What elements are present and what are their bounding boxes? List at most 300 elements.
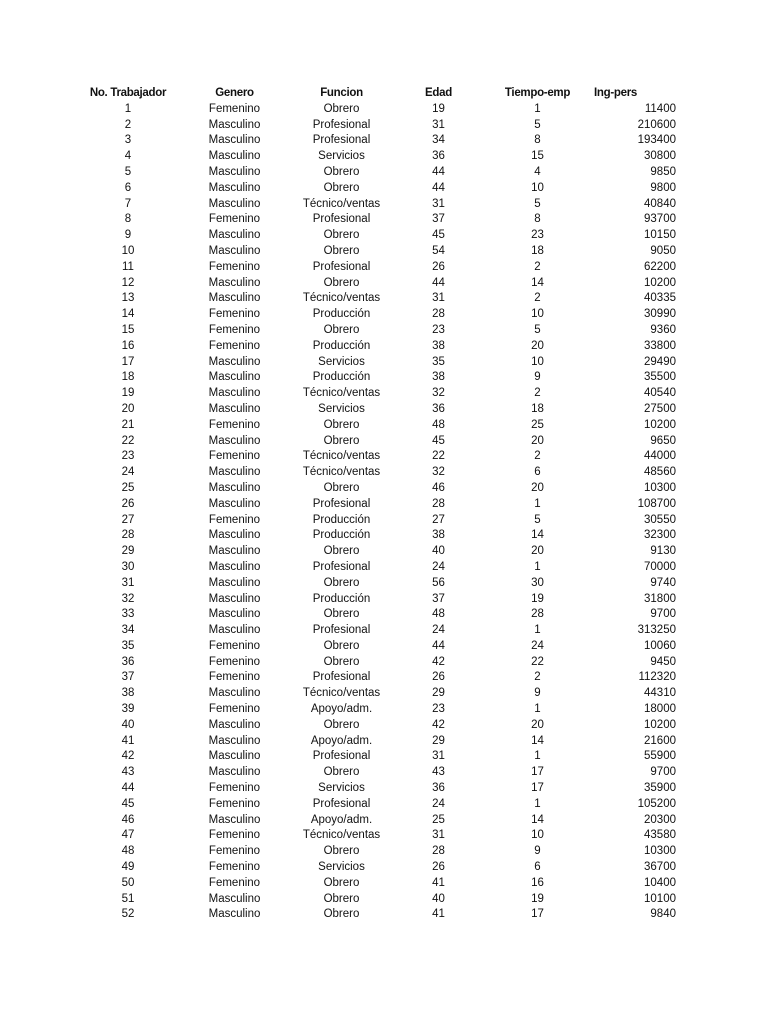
cell-funcion: Servicios	[318, 402, 365, 415]
cell-edad: 24	[432, 560, 445, 573]
cell-no-trabajador: 51	[121, 892, 135, 905]
cell-tiempo-emp: 17	[531, 766, 544, 779]
cell-edad: 38	[432, 339, 445, 352]
cell-tiempo-emp: 10	[531, 308, 544, 321]
cell-edad: 37	[432, 592, 445, 605]
cell-no-trabajador: 4	[124, 150, 132, 163]
cell-tiempo-emp: 24	[531, 639, 544, 652]
table-row	[80, 560, 690, 576]
table-row	[80, 307, 690, 323]
cell-edad: 32	[432, 466, 445, 479]
cell-genero: Femenino	[208, 513, 261, 526]
cell-funcion: Obrero	[323, 655, 360, 668]
cell-funcion: Obrero	[323, 545, 360, 558]
cell-genero: Masculino	[208, 624, 261, 637]
cell-funcion: Técnico/ventas	[302, 450, 381, 463]
cell-tiempo-emp: 1	[534, 497, 541, 510]
table-row	[80, 623, 690, 639]
cell-ing-pers: 35900	[644, 782, 676, 795]
cell-genero: Femenino	[208, 639, 261, 652]
cell-funcion: Servicios	[318, 782, 365, 795]
table-row	[80, 402, 690, 418]
cell-funcion: Apoyo/adm.	[310, 813, 373, 826]
cell-edad: 38	[432, 529, 445, 542]
cell-genero: Masculino	[208, 529, 261, 542]
cell-genero: Femenino	[208, 782, 261, 795]
cell-ing-pers: 93700	[644, 213, 676, 226]
cell-genero: Masculino	[208, 592, 261, 605]
cell-genero: Femenino	[208, 671, 261, 684]
cell-ing-pers: 10060	[644, 639, 676, 652]
table-row	[80, 102, 690, 118]
cell-funcion: Obrero	[323, 181, 360, 194]
cell-funcion: Obrero	[323, 639, 360, 652]
cell-funcion: Obrero	[323, 608, 360, 621]
table-row	[80, 718, 690, 734]
cell-tiempo-emp: 6	[534, 861, 541, 874]
cell-genero: Masculino	[208, 150, 261, 163]
cell-genero: Femenino	[208, 861, 261, 874]
cell-edad: 24	[432, 624, 445, 637]
cell-ing-pers: 29490	[644, 355, 676, 368]
cell-edad: 28	[432, 497, 445, 510]
table-row	[80, 149, 690, 165]
table-row	[80, 892, 690, 908]
cell-funcion: Técnico/ventas	[302, 292, 381, 305]
cell-tiempo-emp: 1	[534, 560, 541, 573]
header-ing-pers: Ing-pers	[594, 87, 637, 99]
cell-tiempo-emp: 8	[534, 134, 541, 147]
cell-no-trabajador: 31	[121, 576, 135, 589]
cell-tiempo-emp: 22	[531, 655, 544, 668]
cell-edad: 31	[432, 829, 445, 842]
cell-ing-pers: 55900	[644, 750, 676, 763]
table-row	[80, 386, 690, 402]
cell-funcion: Obrero	[323, 323, 360, 336]
cell-ing-pers: 9130	[650, 545, 676, 558]
cell-funcion: Producción	[312, 529, 371, 542]
cell-tiempo-emp: 28	[531, 608, 544, 621]
cell-ing-pers: 9650	[650, 434, 676, 447]
cell-edad: 40	[432, 892, 445, 905]
cell-tiempo-emp: 1	[534, 102, 541, 115]
cell-no-trabajador: 34	[121, 624, 135, 637]
cell-funcion: Producción	[312, 308, 371, 321]
table-row	[80, 434, 690, 450]
cell-tiempo-emp: 20	[531, 718, 544, 731]
table-row	[80, 670, 690, 686]
cell-ing-pers: 40335	[644, 292, 676, 305]
cell-no-trabajador: 49	[121, 861, 135, 874]
cell-genero: Masculino	[208, 497, 261, 510]
cell-funcion: Técnico/ventas	[302, 387, 381, 400]
cell-genero: Femenino	[208, 213, 261, 226]
table-row	[80, 655, 690, 671]
cell-tiempo-emp: 2	[534, 260, 541, 273]
table-row	[80, 828, 690, 844]
cell-ing-pers: 10300	[644, 481, 676, 494]
cell-tiempo-emp: 2	[534, 450, 541, 463]
cell-genero: Femenino	[208, 703, 261, 716]
cell-edad: 44	[432, 181, 445, 194]
cell-funcion: Servicios	[318, 861, 365, 874]
cell-no-trabajador: 17	[121, 355, 135, 368]
cell-edad: 24	[432, 797, 445, 810]
table-row	[80, 734, 690, 750]
header-funcion: Funcion	[320, 87, 363, 99]
table-row	[80, 797, 690, 813]
cell-ing-pers: 30990	[644, 308, 676, 321]
table-row	[80, 860, 690, 876]
cell-edad: 27	[432, 513, 445, 526]
cell-no-trabajador: 12	[121, 276, 135, 289]
cell-ing-pers: 11400	[644, 102, 676, 115]
cell-tiempo-emp: 20	[531, 339, 544, 352]
cell-tiempo-emp: 25	[531, 418, 544, 431]
table-row	[80, 165, 690, 181]
cell-edad: 41	[432, 876, 445, 889]
cell-genero: Femenino	[208, 418, 261, 431]
cell-tiempo-emp: 9	[534, 371, 541, 384]
cell-no-trabajador: 14	[121, 308, 135, 321]
cell-edad: 29	[432, 687, 445, 700]
cell-no-trabajador: 26	[121, 497, 135, 510]
cell-funcion: Servicios	[318, 355, 365, 368]
cell-edad: 23	[432, 323, 445, 336]
cell-no-trabajador: 35	[121, 639, 135, 652]
cell-edad: 31	[432, 750, 445, 763]
cell-edad: 41	[432, 908, 445, 921]
cell-no-trabajador: 20	[121, 402, 135, 415]
cell-funcion: Obrero	[323, 276, 360, 289]
cell-genero: Masculino	[208, 576, 261, 589]
cell-ing-pers: 48560	[644, 466, 676, 479]
table-row	[80, 244, 690, 260]
cell-genero: Masculino	[208, 244, 261, 257]
cell-edad: 48	[432, 608, 445, 621]
cell-funcion: Servicios	[318, 150, 365, 163]
cell-ing-pers: 108700	[637, 497, 676, 510]
cell-no-trabajador: 5	[124, 165, 132, 178]
table-row	[80, 749, 690, 765]
cell-tiempo-emp: 1	[534, 624, 541, 637]
table-row	[80, 513, 690, 529]
cell-genero: Masculino	[208, 371, 261, 384]
cell-funcion: Obrero	[323, 892, 360, 905]
cell-genero: Femenino	[208, 845, 261, 858]
cell-funcion: Profesional	[312, 797, 371, 810]
cell-genero: Masculino	[208, 545, 261, 558]
cell-edad: 42	[432, 655, 445, 668]
table-row	[80, 765, 690, 781]
cell-edad: 36	[432, 150, 445, 163]
cell-ing-pers: 9450	[650, 655, 676, 668]
cell-edad: 23	[432, 703, 445, 716]
cell-funcion: Profesional	[312, 118, 371, 131]
table-header	[80, 86, 690, 102]
cell-edad: 31	[432, 118, 445, 131]
table-row	[80, 702, 690, 718]
cell-no-trabajador: 45	[121, 797, 135, 810]
cell-ing-pers: 10400	[644, 876, 676, 889]
cell-no-trabajador: 23	[121, 450, 135, 463]
table-row	[80, 355, 690, 371]
cell-ing-pers: 9850	[650, 165, 676, 178]
cell-genero: Femenino	[208, 655, 261, 668]
cell-no-trabajador: 41	[121, 734, 135, 747]
cell-no-trabajador: 16	[121, 339, 135, 352]
cell-edad: 48	[432, 418, 445, 431]
cell-ing-pers: 10300	[644, 845, 676, 858]
cell-ing-pers: 193400	[637, 134, 676, 147]
cell-ing-pers: 9050	[650, 244, 676, 257]
cell-ing-pers: 18000	[644, 703, 676, 716]
cell-ing-pers: 30550	[644, 513, 676, 526]
cell-ing-pers: 33800	[644, 339, 676, 352]
cell-genero: Masculino	[208, 165, 261, 178]
table-row	[80, 118, 690, 134]
cell-edad: 38	[432, 371, 445, 384]
cell-genero: Femenino	[208, 797, 261, 810]
cell-edad: 40	[432, 545, 445, 558]
table-row	[80, 592, 690, 608]
table-row	[80, 781, 690, 797]
table-row	[80, 260, 690, 276]
cell-tiempo-emp: 5	[534, 118, 541, 131]
cell-no-trabajador: 24	[121, 466, 135, 479]
cell-no-trabajador: 10	[121, 244, 135, 257]
table-row	[80, 228, 690, 244]
cell-genero: Femenino	[208, 450, 261, 463]
cell-no-trabajador: 18	[121, 371, 135, 384]
cell-no-trabajador: 30	[121, 560, 135, 573]
cell-funcion: Apoyo/adm.	[310, 734, 373, 747]
cell-funcion: Profesional	[312, 624, 371, 637]
cell-edad: 19	[432, 102, 445, 115]
cell-tiempo-emp: 5	[534, 323, 541, 336]
cell-funcion: Obrero	[323, 908, 360, 921]
cell-tiempo-emp: 1	[534, 750, 541, 763]
cell-no-trabajador: 7	[124, 197, 132, 210]
cell-funcion: Profesional	[312, 260, 371, 273]
cell-funcion: Profesional	[312, 750, 371, 763]
cell-ing-pers: 30800	[644, 150, 676, 163]
table-row	[80, 339, 690, 355]
cell-no-trabajador: 40	[121, 718, 135, 731]
cell-no-trabajador: 25	[121, 481, 135, 494]
cell-funcion: Obrero	[323, 418, 360, 431]
cell-tiempo-emp: 14	[531, 813, 544, 826]
cell-ing-pers: 9700	[650, 608, 676, 621]
cell-funcion: Profesional	[312, 560, 371, 573]
cell-genero: Femenino	[208, 102, 261, 115]
cell-no-trabajador: 3	[124, 134, 132, 147]
cell-genero: Masculino	[208, 908, 261, 921]
cell-tiempo-emp: 2	[534, 671, 541, 684]
cell-ing-pers: 36700	[644, 861, 676, 874]
cell-tiempo-emp: 18	[531, 402, 544, 415]
cell-tiempo-emp: 2	[534, 387, 541, 400]
cell-edad: 44	[432, 276, 445, 289]
cell-tiempo-emp: 5	[534, 513, 541, 526]
cell-ing-pers: 40540	[644, 387, 676, 400]
cell-no-trabajador: 28	[121, 529, 135, 542]
table-row	[80, 323, 690, 339]
cell-edad: 26	[432, 260, 445, 273]
cell-tiempo-emp: 14	[531, 276, 544, 289]
cell-genero: Femenino	[208, 339, 261, 352]
cell-tiempo-emp: 17	[531, 782, 544, 795]
cell-tiempo-emp: 18	[531, 244, 544, 257]
table-row	[80, 133, 690, 149]
cell-genero: Masculino	[208, 608, 261, 621]
cell-genero: Masculino	[208, 355, 261, 368]
header-edad: Edad	[425, 87, 452, 99]
cell-ing-pers: 10150	[644, 229, 676, 242]
cell-ing-pers: 40840	[644, 197, 676, 210]
cell-no-trabajador: 29	[121, 545, 135, 558]
cell-tiempo-emp: 1	[534, 703, 541, 716]
cell-tiempo-emp: 1	[534, 797, 541, 810]
table-row	[80, 876, 690, 892]
table-row	[80, 418, 690, 434]
cell-edad: 25	[432, 813, 445, 826]
cell-tiempo-emp: 20	[531, 545, 544, 558]
cell-funcion: Técnico/ventas	[302, 829, 381, 842]
cell-edad: 29	[432, 734, 445, 747]
cell-funcion: Obrero	[323, 229, 360, 242]
cell-tiempo-emp: 16	[531, 876, 544, 889]
cell-edad: 31	[432, 197, 445, 210]
cell-ing-pers: 10200	[644, 276, 676, 289]
cell-tiempo-emp: 5	[534, 197, 541, 210]
cell-no-trabajador: 8	[124, 213, 132, 226]
cell-genero: Masculino	[208, 197, 261, 210]
cell-no-trabajador: 42	[121, 750, 135, 763]
cell-ing-pers: 313250	[637, 624, 676, 637]
cell-no-trabajador: 44	[121, 782, 135, 795]
table-row	[80, 449, 690, 465]
cell-edad: 43	[432, 766, 445, 779]
cell-tiempo-emp: 10	[531, 829, 544, 842]
cell-no-trabajador: 11	[122, 260, 134, 273]
cell-edad: 34	[432, 134, 445, 147]
cell-no-trabajador: 6	[124, 181, 132, 194]
cell-genero: Masculino	[208, 892, 261, 905]
cell-tiempo-emp: 20	[531, 434, 544, 447]
cell-funcion: Obrero	[323, 876, 360, 889]
cell-no-trabajador: 43	[121, 766, 135, 779]
cell-edad: 26	[432, 861, 445, 874]
cell-no-trabajador: 21	[121, 418, 135, 431]
cell-no-trabajador: 2	[124, 118, 132, 131]
cell-funcion: Profesional	[312, 213, 371, 226]
cell-genero: Masculino	[208, 766, 261, 779]
cell-funcion: Técnico/ventas	[302, 466, 381, 479]
cell-funcion: Obrero	[323, 576, 360, 589]
cell-ing-pers: 9700	[650, 766, 676, 779]
spreadsheet-page	[80, 86, 690, 923]
cell-funcion: Apoyo/adm.	[310, 703, 373, 716]
cell-edad: 54	[432, 244, 445, 257]
header-genero: Genero	[215, 87, 254, 99]
cell-funcion: Obrero	[323, 102, 360, 115]
cell-funcion: Producción	[312, 513, 371, 526]
cell-ing-pers: 35500	[644, 371, 676, 384]
cell-ing-pers: 9740	[650, 576, 676, 589]
cell-funcion: Profesional	[312, 671, 371, 684]
cell-edad: 31	[432, 292, 445, 305]
cell-genero: Masculino	[208, 434, 261, 447]
cell-tiempo-emp: 10	[531, 181, 544, 194]
cell-tiempo-emp: 17	[531, 908, 544, 921]
cell-tiempo-emp: 30	[531, 576, 544, 589]
cell-ing-pers: 44000	[644, 450, 676, 463]
cell-edad: 44	[432, 639, 445, 652]
cell-ing-pers: 70000	[644, 560, 676, 573]
cell-no-trabajador: 47	[121, 829, 135, 842]
cell-genero: Masculino	[208, 481, 261, 494]
cell-edad: 36	[432, 402, 445, 415]
cell-ing-pers: 44310	[644, 687, 676, 700]
table-row	[80, 844, 690, 860]
cell-no-trabajador: 52	[121, 908, 135, 921]
cell-ing-pers: 32300	[644, 529, 676, 542]
table-row	[80, 181, 690, 197]
cell-no-trabajador: 32	[121, 592, 135, 605]
cell-funcion: Obrero	[323, 434, 360, 447]
cell-genero: Masculino	[208, 118, 261, 131]
table-row	[80, 276, 690, 292]
table-row	[80, 576, 690, 592]
table-row	[80, 465, 690, 481]
cell-edad: 22	[432, 450, 445, 463]
cell-funcion: Profesional	[312, 497, 371, 510]
cell-ing-pers: 210600	[637, 118, 676, 131]
cell-no-trabajador: 27	[121, 513, 135, 526]
cell-edad: 45	[432, 434, 445, 447]
cell-genero: Femenino	[208, 260, 261, 273]
cell-ing-pers: 43580	[644, 829, 676, 842]
table-row	[80, 813, 690, 829]
cell-genero: Masculino	[208, 387, 261, 400]
table-row	[80, 907, 690, 923]
cell-no-trabajador: 33	[121, 608, 135, 621]
cell-edad: 28	[432, 308, 445, 321]
cell-funcion: Obrero	[323, 845, 360, 858]
cell-genero: Masculino	[208, 466, 261, 479]
cell-no-trabajador: 15	[121, 323, 135, 336]
cell-no-trabajador: 38	[121, 687, 135, 700]
cell-tiempo-emp: 6	[534, 466, 541, 479]
cell-genero: Masculino	[208, 276, 261, 289]
cell-tiempo-emp: 9	[534, 687, 541, 700]
table-row	[80, 528, 690, 544]
worker-data-table	[80, 86, 690, 923]
cell-funcion: Producción	[312, 592, 371, 605]
cell-funcion: Obrero	[323, 718, 360, 731]
cell-no-trabajador: 50	[121, 876, 135, 889]
cell-ing-pers: 9840	[650, 908, 676, 921]
cell-funcion: Obrero	[323, 481, 360, 494]
cell-funcion: Producción	[312, 371, 371, 384]
cell-edad: 42	[432, 718, 445, 731]
cell-edad: 37	[432, 213, 445, 226]
table-row	[80, 639, 690, 655]
cell-edad: 44	[432, 165, 445, 178]
cell-genero: Masculino	[208, 181, 261, 194]
cell-ing-pers: 9800	[650, 181, 676, 194]
